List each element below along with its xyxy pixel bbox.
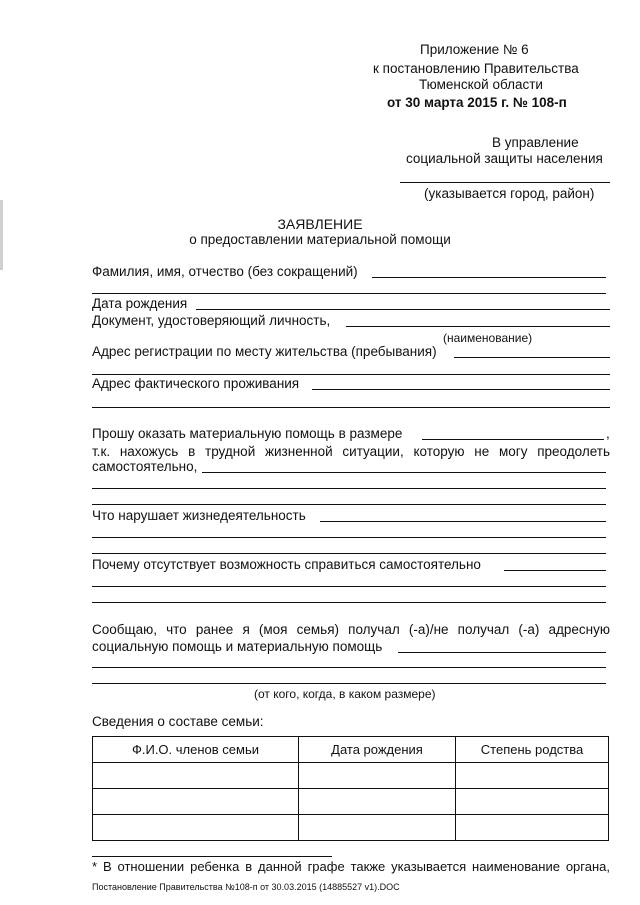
prior-help-line-1 bbox=[398, 652, 606, 653]
prior-help-line-2 bbox=[92, 667, 606, 668]
inability-line-3 bbox=[92, 602, 606, 603]
inability-line-1 bbox=[504, 570, 606, 571]
table-cell[interactable] bbox=[93, 763, 299, 789]
table-cell[interactable] bbox=[299, 789, 456, 815]
actual-address-label: Адрес фактического проживания bbox=[92, 376, 300, 391]
appendix-number: Приложение № 6 bbox=[420, 42, 529, 57]
prior-help-line-3 bbox=[92, 683, 606, 684]
request-reason-line-2 bbox=[92, 488, 606, 489]
column-header-relation: Степень родства bbox=[456, 737, 609, 763]
birth-date-label: Дата рождения bbox=[92, 296, 188, 311]
addressee-hint: (указывается город, район) bbox=[424, 186, 595, 201]
actual-address-line-2 bbox=[92, 407, 610, 408]
request-comma: , bbox=[606, 426, 610, 441]
addressee-line1: В управление bbox=[492, 135, 579, 150]
id-document-line bbox=[346, 326, 610, 327]
fio-line bbox=[372, 277, 606, 278]
request-amount-line bbox=[422, 439, 604, 440]
request-reason-line: т.к. нахожусь в трудной жизненной ситуации, которую не могу преодолеть bbox=[92, 444, 610, 459]
addressee-line2: социальной защиты населения bbox=[406, 151, 603, 166]
footnote-separator bbox=[92, 856, 332, 857]
family-heading: Сведения о составе семьи: bbox=[92, 714, 264, 729]
column-header-birth-date: Дата рождения bbox=[299, 737, 456, 763]
document-file-footer: Постановление Правительства №108-п от 30.03.2015 (14885527 v1).DOC bbox=[92, 882, 400, 892]
actual-address-line bbox=[312, 389, 610, 390]
table-cell[interactable] bbox=[93, 815, 299, 841]
reg-address-label: Адрес регистрации по месту жительства (пребывания) bbox=[92, 344, 437, 359]
table-cell[interactable] bbox=[299, 763, 456, 789]
table-row bbox=[93, 763, 609, 789]
id-document-hint: (наименование) bbox=[443, 331, 533, 345]
table-row bbox=[93, 789, 609, 815]
inability-line-2 bbox=[92, 586, 606, 587]
reg-address-line-2 bbox=[92, 374, 610, 375]
birth-date-line bbox=[196, 309, 610, 310]
request-reason-line-1 bbox=[202, 472, 606, 473]
footnote-text: * В отношении ребенка в данной графе также указывается наименование органа, bbox=[92, 859, 610, 874]
request-amount-label: Прошу оказать материальную помощь в размере bbox=[92, 426, 403, 441]
column-header-fio: Ф.И.О. членов семьи bbox=[93, 737, 299, 763]
appendix-region: Тюменской области bbox=[419, 77, 543, 92]
table-cell[interactable] bbox=[93, 789, 299, 815]
document-subtitle: о предоставлении материальной помощи bbox=[189, 232, 451, 247]
table-row bbox=[93, 815, 609, 841]
reg-address-line bbox=[454, 357, 610, 358]
fio-label: Фамилия, имя, отчество (без сокращений) bbox=[92, 264, 358, 279]
prior-help-statement: Сообщаю, что ранее я (моя семья) получал (-а)/не получал (-а) адресную bbox=[92, 622, 610, 637]
fio-line-2 bbox=[92, 293, 606, 294]
family-table-header bbox=[93, 737, 609, 763]
appendix-date: от 30 марта 2015 г. № 108-п bbox=[387, 95, 567, 110]
addressee-city-line bbox=[400, 182, 610, 183]
request-self-label: самостоятельно, bbox=[92, 459, 198, 474]
family-table bbox=[92, 736, 609, 841]
disruption-line-2 bbox=[92, 537, 606, 538]
request-reason-line-3 bbox=[92, 504, 606, 505]
document-title: ЗАЯВЛЕНИЕ bbox=[277, 216, 363, 232]
prior-help-hint: (от кого, когда, в каком размере) bbox=[254, 687, 436, 701]
prior-help-label: социальную помощь и материальную помощь bbox=[92, 639, 383, 654]
table-cell[interactable] bbox=[456, 763, 609, 789]
inability-label: Почему отсутствует возможность справиться самостоятельно bbox=[92, 557, 481, 572]
table-cell[interactable] bbox=[299, 815, 456, 841]
id-document-label: Документ, удостоверяющий личность, bbox=[92, 313, 331, 328]
disruption-line-3 bbox=[92, 553, 606, 554]
table-cell[interactable] bbox=[456, 789, 609, 815]
appendix-decree: к постановлению Правительства bbox=[373, 61, 579, 76]
disruption-line-1 bbox=[320, 521, 606, 522]
disruption-label: Что нарушает жизнедеятельность bbox=[92, 508, 306, 523]
table-cell[interactable] bbox=[456, 815, 609, 841]
